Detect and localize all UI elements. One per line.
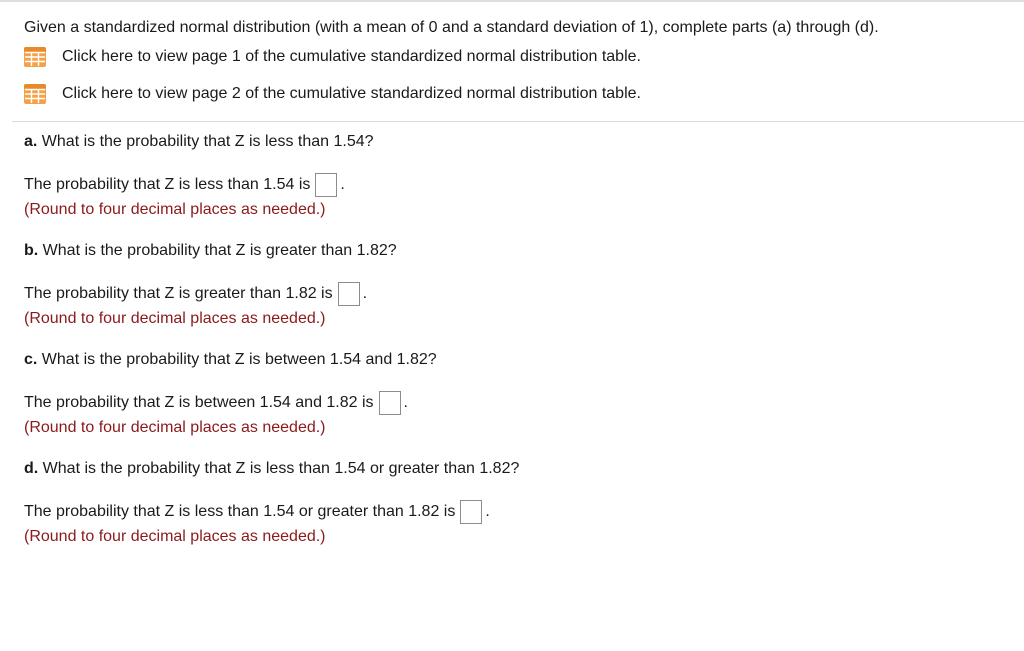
part-a-answer-prefix: The probability that Z is less than 1.54 is [24, 176, 311, 193]
part-a-letter: a. [24, 133, 38, 150]
table-icon [24, 84, 46, 104]
table-page-2-link[interactable] [24, 82, 641, 106]
part-c-question-text: What is the probability that Z is between 1.54 and 1.82? [37, 351, 437, 368]
part-a [24, 132, 1014, 220]
part-b-answer-line [24, 282, 1014, 306]
problem-intro: Given a standardized normal distribution (with a mean of 0 and a standard deviation of 1), complete parts (a) through (d). [24, 19, 879, 36]
part-b-letter: b. [24, 242, 39, 259]
table-page-2-link-label: Click here to view page 2 of the cumulative standardized normal distribution table. [62, 85, 641, 102]
part-a-hint: (Round to four decimal places as needed.) [24, 201, 326, 218]
top-rule [0, 0, 1024, 2]
part-c-answer-prefix: The probability that Z is between 1.54 and 1.82 is [24, 394, 374, 411]
section-divider [12, 121, 1024, 122]
part-a-period: . [340, 176, 345, 193]
table-page-1-link[interactable] [24, 45, 641, 69]
part-c-answer-line [24, 391, 1014, 415]
part-d-period: . [485, 503, 490, 520]
part-c-hint: (Round to four decimal places as needed.) [24, 419, 326, 436]
part-b-hint: (Round to four decimal places as needed.) [24, 310, 326, 327]
part-a-question [24, 132, 1014, 152]
part-d-letter: d. [24, 460, 39, 477]
part-a-question-text: What is the probability that Z is less than 1.54? [37, 133, 374, 150]
part-d-question-text: What is the probability that Z is less than 1.54 or greater than 1.82? [38, 460, 520, 477]
part-b-question [24, 241, 1014, 261]
part-a-answer-line [24, 173, 1014, 197]
part-c-letter: c. [24, 351, 38, 368]
part-b-period: . [362, 285, 368, 302]
part-d-hint: (Round to four decimal places as needed.) [24, 528, 326, 545]
part-c-period: . [403, 394, 408, 411]
part-c-answer-input[interactable] [379, 391, 401, 415]
table-page-1-link-label: Click here to view page 1 of the cumulative standardized normal distribution table. [62, 48, 641, 65]
part-d [24, 459, 1014, 547]
table-icon [24, 47, 46, 67]
part-d-answer-prefix: The probability that Z is less than 1.54 or greater than 1.82 is [24, 503, 456, 520]
part-c-question [24, 350, 1014, 370]
part-d-answer-line [24, 500, 1014, 524]
part-d-question [24, 459, 1014, 479]
part-b-answer-input[interactable] [338, 282, 360, 306]
part-b [24, 241, 1014, 329]
part-b-question-text: What is the probability that Z is greater than 1.82? [38, 242, 397, 259]
part-d-answer-input[interactable] [460, 500, 482, 524]
part-a-answer-input[interactable] [315, 173, 337, 197]
part-c [24, 350, 1014, 438]
part-b-answer-prefix: The probability that Z is greater than 1.82 is [24, 285, 333, 302]
